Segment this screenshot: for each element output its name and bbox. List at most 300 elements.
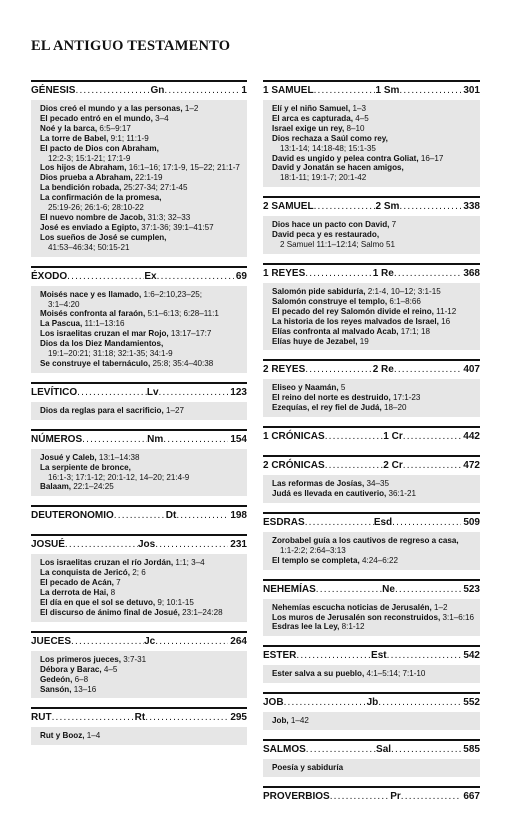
- book-section: [263, 645, 480, 683]
- story-title: Ezequías, el rey fiel de Judá,: [272, 403, 382, 413]
- story-list: [263, 532, 480, 570]
- story-item: [40, 104, 247, 114]
- story-title: El pecado del rey Salomón divide el reino,: [272, 306, 434, 316]
- book-abbreviation: Jos: [137, 539, 156, 551]
- book-abbreviation: Nm: [147, 433, 164, 445]
- book-heading[interactable]: [263, 428, 480, 446]
- dot-leader: [316, 584, 382, 595]
- story-reference: 34–35: [364, 479, 389, 489]
- book-heading[interactable]: [263, 514, 480, 532]
- book-heading[interactable]: [263, 647, 480, 665]
- story-reference: 4:24–6:22: [359, 555, 398, 565]
- story-item: [272, 479, 480, 489]
- story-title: Balaam,: [40, 482, 72, 492]
- story-list: [263, 665, 480, 683]
- book-name: 2 SAMUEL: [263, 201, 314, 213]
- book-abbreviation: Lv: [146, 386, 159, 398]
- story-list: [263, 379, 480, 417]
- story-title: La confirmación de la promesa,: [40, 193, 162, 203]
- book-abbreviation: 1 Re: [372, 267, 394, 279]
- story-reference: 5: [338, 383, 346, 393]
- story-item: [40, 558, 247, 568]
- dot-leader: [164, 85, 239, 96]
- book-section: [263, 359, 480, 417]
- story-list: [31, 100, 247, 257]
- book-heading[interactable]: [263, 361, 480, 379]
- dot-leader: [114, 510, 166, 521]
- dot-leader: [401, 791, 462, 802]
- book-heading[interactable]: [31, 82, 247, 100]
- story-list: [31, 727, 247, 745]
- book-abbreviation: 2 Re: [372, 364, 394, 376]
- story-title: Gedeón,: [40, 674, 73, 684]
- story-item: [40, 329, 247, 339]
- story-item: [272, 114, 480, 124]
- dot-leader: [399, 201, 461, 212]
- story-item: [272, 489, 480, 499]
- story-item: [40, 463, 247, 483]
- story-item: [40, 193, 247, 213]
- book-name: NÚMEROS: [31, 433, 83, 445]
- book-name: DEUTERONOMIO: [31, 510, 114, 522]
- dot-leader: [330, 791, 391, 802]
- book-section: [31, 266, 247, 373]
- story-title: Elías huye de Jezabel,: [272, 336, 358, 346]
- dot-leader: [71, 636, 144, 647]
- story-reference: 16: [438, 316, 451, 326]
- story-item: [40, 233, 247, 253]
- story-reference-continued: 12:2-3; 15:1-21; 17:1-9: [48, 153, 131, 163]
- book-name: ÉXODO: [31, 270, 68, 282]
- book-section: [263, 455, 480, 503]
- book-heading[interactable]: [263, 198, 480, 216]
- story-title: Ester salva a su pueblo,: [272, 669, 365, 679]
- story-title: Job,: [272, 716, 289, 726]
- story-item: [272, 556, 480, 566]
- book-name: JOB: [263, 697, 284, 709]
- story-list: [31, 651, 247, 699]
- page-number: 123: [230, 386, 247, 398]
- page-number: 667: [463, 791, 480, 803]
- page-number: 542: [463, 650, 480, 662]
- story-reference: 4–5: [101, 664, 118, 674]
- book-abbreviation: Esd: [373, 516, 393, 528]
- story-item: [40, 163, 247, 173]
- page-number: 523: [463, 583, 480, 595]
- story-title: La Pascua,: [40, 319, 83, 329]
- page-number: 301: [463, 85, 480, 96]
- story-reference: 9; 10:1-15: [155, 598, 194, 607]
- page-number: 368: [463, 267, 480, 279]
- story-reference: 4:1–5:14; 7:1-10: [364, 669, 426, 679]
- story-item: [272, 297, 480, 307]
- story-title: Zorobabel guía a los cautivos de regreso a casa,: [272, 535, 459, 545]
- dot-leader: [306, 744, 376, 755]
- dot-leader: [176, 510, 228, 521]
- story-item: [40, 124, 247, 134]
- story-item: [40, 359, 247, 369]
- book-section: [31, 429, 247, 497]
- story-item: [272, 154, 480, 164]
- story-title: Las reformas de Josías,: [272, 479, 365, 489]
- story-item: [272, 134, 480, 154]
- page-number: 295: [230, 712, 247, 724]
- story-title: Eliseo y Naamán,: [272, 383, 339, 393]
- book-abbreviation: 1 Cr: [383, 431, 403, 443]
- story-item: [272, 613, 480, 623]
- story-title: David y Jonatán se hacen amigos,: [272, 163, 404, 173]
- story-item: [40, 731, 247, 741]
- story-reference-continued: 41:53–46:34; 50:15-21: [48, 242, 130, 252]
- story-reference: 13–16: [71, 684, 97, 694]
- book-section: [263, 512, 480, 570]
- dot-leader: [163, 434, 228, 445]
- story-reference: 16:1–16; 17:1-9, 15–22; 21:1-7: [126, 163, 240, 173]
- story-reference: 2:1-4, 10–12; 3:1-15: [365, 286, 441, 296]
- story-reference: 11:1–13:16: [82, 319, 125, 329]
- book-heading[interactable]: [31, 507, 247, 525]
- book-abbreviation: 2 Cr: [383, 460, 403, 472]
- dot-leader: [394, 268, 461, 279]
- story-reference: 7: [389, 220, 397, 230]
- story-title: El pacto de Dios con Abraham,: [40, 143, 159, 153]
- dot-leader: [378, 697, 461, 708]
- story-title: El pecado de Acán,: [40, 578, 114, 588]
- story-item: [40, 685, 247, 695]
- story-title: Nehemías escucha noticias de Jerusalén,: [272, 602, 432, 612]
- story-item: [272, 536, 480, 556]
- story-title: Elías confronta al malvado Acab,: [272, 326, 399, 336]
- dot-leader: [399, 85, 461, 96]
- story-reference-continued: 19:1–20:21; 31:18; 32:1-35; 34:1-9: [48, 349, 173, 359]
- story-reference: 1–3: [350, 104, 367, 113]
- book-heading[interactable]: [263, 694, 480, 712]
- story-item: [40, 223, 247, 233]
- dot-leader: [65, 539, 138, 550]
- story-item: [272, 327, 480, 337]
- book-section: [263, 786, 480, 806]
- book-name: JOSUÉ: [31, 539, 65, 551]
- story-list: [31, 402, 247, 420]
- book-name: 1 SAMUEL: [263, 85, 314, 96]
- story-item: [40, 134, 247, 144]
- dot-leader: [145, 712, 228, 723]
- book-heading[interactable]: [263, 457, 480, 475]
- book-abbreviation: Sal: [376, 744, 392, 756]
- story-reference: 13:17–17:7: [168, 329, 212, 339]
- page-number: 338: [463, 201, 480, 213]
- story-list: [31, 286, 247, 373]
- story-item: [272, 622, 480, 632]
- story-reference: 6:1–8:66: [387, 296, 421, 306]
- story-item: [40, 213, 247, 223]
- book-abbreviation: Jc: [144, 635, 156, 647]
- story-reference: 8: [108, 588, 116, 598]
- story-reference: 3:1–6:16: [440, 612, 474, 622]
- book-heading[interactable]: [263, 581, 480, 599]
- story-item: [272, 287, 480, 297]
- story-reference: 23:1–24:28: [179, 607, 223, 617]
- book-heading[interactable]: [263, 82, 480, 100]
- story-item: [40, 655, 247, 665]
- story-item: [40, 588, 247, 598]
- page-number: 154: [230, 433, 247, 445]
- story-reference: 8:1-12: [339, 622, 365, 632]
- dot-leader: [155, 636, 228, 647]
- story-reference: 1–27: [163, 405, 184, 415]
- story-reference: 3–4: [152, 113, 169, 123]
- dot-leader: [159, 387, 229, 398]
- book-heading[interactable]: [31, 384, 247, 402]
- story-reference: 37:1-36; 39:1–41:57: [138, 222, 214, 232]
- story-item: [272, 383, 480, 393]
- book-name: PROVERBIOS: [263, 791, 330, 803]
- story-title: Salomón construye el templo,: [272, 296, 388, 306]
- story-item: [272, 163, 480, 183]
- story-reference: 17:1; 18: [398, 326, 431, 336]
- story-reference: 1–2: [431, 602, 448, 612]
- story-reference: 1:1; 3–4: [173, 558, 205, 568]
- story-title: Rut y Booz,: [40, 731, 85, 741]
- book-name: NEHEMÍAS: [263, 583, 316, 595]
- book-section: [31, 534, 247, 621]
- story-item: [272, 716, 480, 726]
- book-abbreviation: Gn: [150, 85, 165, 96]
- dot-leader: [314, 85, 376, 96]
- story-item: [40, 183, 247, 193]
- story-reference: 36:1-21: [386, 489, 416, 499]
- page-number: 472: [463, 460, 480, 472]
- story-list: [31, 449, 247, 497]
- book-heading[interactable]: [31, 268, 247, 286]
- story-title: Los primeros jueces,: [40, 654, 121, 664]
- story-title: La conquista de Jericó,: [40, 568, 130, 578]
- book-heading[interactable]: [263, 788, 480, 806]
- page-number: 552: [463, 697, 480, 709]
- story-title: Los israelitas cruzan el río Jordán,: [40, 558, 174, 568]
- story-title: La historia de los reyes malvados de Israel,: [272, 316, 439, 326]
- book-name: SALMOS: [263, 744, 306, 756]
- story-item: [40, 406, 247, 416]
- story-title: Poesía y sabiduría: [272, 763, 344, 773]
- dot-leader: [77, 387, 147, 398]
- story-list: [263, 283, 480, 350]
- book-name: 1 CRÓNICAS: [263, 431, 325, 443]
- story-reference: 19: [357, 336, 369, 346]
- dot-leader: [325, 460, 384, 471]
- story-reference: 16–17: [418, 153, 444, 163]
- book-section: [263, 692, 480, 730]
- story-reference: 6–8: [72, 674, 89, 684]
- story-list: [263, 100, 480, 187]
- story-item: [272, 603, 480, 613]
- story-item: [40, 290, 247, 310]
- story-title: Judá es llevada en cautiverio,: [272, 489, 387, 499]
- dot-leader: [395, 584, 461, 595]
- book-name: 1 REYES: [263, 267, 306, 279]
- story-reference: 2; 6: [129, 568, 146, 578]
- story-list: [263, 712, 480, 730]
- story-item: [272, 763, 480, 773]
- book-name: ESDRAS: [263, 516, 305, 528]
- book-name: GÉNESIS: [31, 85, 76, 96]
- book-section: [263, 426, 480, 446]
- book-name: RUT: [31, 712, 52, 724]
- dot-leader: [155, 539, 228, 550]
- book-heading[interactable]: [31, 536, 247, 554]
- book-section: [31, 707, 247, 745]
- story-reference: 1–4: [84, 731, 101, 741]
- left-column: [31, 80, 247, 754]
- dot-leader: [387, 650, 462, 661]
- dot-leader: [305, 517, 374, 528]
- book-abbreviation: Rt: [134, 712, 146, 724]
- story-reference-continued: 2 Samuel 11:1–12:14; Salmo 51: [280, 240, 396, 250]
- book-section: [263, 196, 480, 254]
- story-list: [263, 216, 480, 254]
- dot-leader: [325, 431, 384, 442]
- book-abbreviation: Est: [371, 650, 387, 662]
- dot-leader: [394, 364, 461, 375]
- book-section: [263, 739, 480, 777]
- story-title: Dios da los Diez Mandamientos,: [40, 339, 164, 349]
- story-title: La bendición robada,: [40, 183, 122, 193]
- story-item: [272, 669, 480, 679]
- story-item: [272, 307, 480, 317]
- book-abbreviation: 1 Sm: [375, 85, 400, 96]
- story-title: Los muros de Jerusalén son reconstruidos,: [272, 612, 441, 622]
- story-item: [40, 578, 247, 588]
- book-name: 2 REYES: [263, 364, 306, 376]
- story-item: [272, 337, 480, 347]
- page-number: 69: [235, 270, 247, 282]
- story-item: [272, 220, 480, 230]
- story-item: [40, 482, 247, 492]
- story-title: Los sueños de José se cumplen,: [40, 232, 167, 242]
- story-title: David peca y es restaurado,: [272, 230, 380, 240]
- dot-leader: [52, 712, 135, 723]
- story-title: La derrota de Hai,: [40, 588, 109, 598]
- story-title: El nuevo nombre de Jacob,: [40, 212, 146, 222]
- story-title: Dios rechaza a Saúl como rey,: [272, 133, 388, 143]
- page-number: 264: [230, 635, 247, 647]
- story-item: [40, 339, 247, 359]
- page-number: 442: [463, 431, 480, 443]
- story-title: El discurso de ánimo final de Josué,: [40, 607, 180, 617]
- story-title: Se construye el tabernáculo,: [40, 358, 151, 368]
- story-list: [263, 759, 480, 777]
- story-reference: 31:3; 32–33: [145, 212, 191, 222]
- story-title: El pecado entró en el mundo,: [40, 113, 153, 123]
- story-reference-continued: 16:1-3; 17:1-12; 20:1-12, 14–20; 21:4-9: [48, 472, 190, 482]
- page-number: 1: [241, 85, 247, 96]
- book-heading[interactable]: [31, 431, 247, 449]
- story-title: Noé y la barca,: [40, 123, 98, 133]
- dot-leader: [296, 650, 371, 661]
- dot-leader: [305, 364, 372, 375]
- story-title: El templo se completa,: [272, 555, 360, 565]
- story-item: [40, 453, 247, 463]
- story-title: Dios da reglas para el sacrificio,: [40, 405, 164, 415]
- story-title: Sansón,: [40, 684, 72, 694]
- book-section: [263, 579, 480, 637]
- page-title: EL ANTIGUO TESTAMENTO: [31, 38, 231, 54]
- story-title: Esdras lee la Ley,: [272, 622, 340, 632]
- story-title: David es ungido y pelea contra Goliat,: [272, 153, 419, 163]
- story-title: Israel exige un rey,: [272, 123, 345, 133]
- story-reference: 1:6–2:10,23–25;: [141, 289, 202, 299]
- book-heading[interactable]: [31, 633, 247, 651]
- story-item: [40, 665, 247, 675]
- story-reference: 25:8; 35:4–40:38: [150, 358, 214, 368]
- book-abbreviation: Jb: [366, 697, 379, 709]
- book-heading[interactable]: [263, 741, 480, 759]
- story-title: Josué y Caleb,: [40, 452, 97, 462]
- book-abbreviation: Pr: [390, 791, 401, 803]
- story-reference-continued: 13:1-14; 14:18-48; 15:1-35: [280, 143, 376, 153]
- story-item: [40, 319, 247, 329]
- story-list: [263, 475, 480, 503]
- story-title: Los hijos de Abraham,: [40, 163, 127, 173]
- book-section: [31, 80, 247, 257]
- story-item: [40, 598, 247, 608]
- book-name: JUECES: [31, 635, 72, 647]
- story-item: [40, 144, 247, 164]
- book-heading[interactable]: [31, 709, 247, 727]
- dot-leader: [67, 271, 144, 282]
- story-title: Los israelitas cruzan el mar Rojo,: [40, 329, 169, 339]
- story-title: Elí y el niño Samuel,: [272, 104, 351, 113]
- story-item: [272, 124, 480, 134]
- story-item: [272, 403, 480, 413]
- story-reference: 25:27-34; 27:1-45: [121, 183, 188, 193]
- story-list: [31, 554, 247, 621]
- page-number: 231: [230, 539, 247, 551]
- story-reference: 5:1–6:13; 6:28–11:1: [145, 309, 219, 319]
- story-item: [40, 114, 247, 124]
- book-section: [263, 263, 480, 350]
- story-reference: 17:1-23: [390, 393, 421, 403]
- book-section: [31, 505, 247, 525]
- book-heading[interactable]: [263, 265, 480, 283]
- story-item: [272, 317, 480, 327]
- book-name: LEVÍTICO: [31, 386, 78, 398]
- story-title: El arca es capturada,: [272, 113, 353, 123]
- dot-leader: [392, 517, 461, 528]
- story-reference: 1–2: [182, 104, 199, 113]
- dot-leader: [75, 85, 150, 96]
- story-title: Moisés nace y es llamado,: [40, 289, 142, 299]
- book-abbreviation: 2 Sm: [375, 201, 400, 213]
- dot-leader: [157, 271, 234, 282]
- story-item: [40, 309, 247, 319]
- story-reference-continued: 1:1-2:2; 2:64–3:13: [280, 545, 346, 555]
- page-number: 585: [463, 744, 480, 756]
- story-reference: 1–42: [288, 716, 309, 726]
- story-list: [263, 599, 480, 637]
- story-title: La serpiente de bronce,: [40, 462, 131, 472]
- story-title: Dios hace un pacto con David,: [272, 220, 390, 230]
- story-item: [40, 608, 247, 618]
- story-item: [272, 230, 480, 250]
- dot-leader: [82, 434, 147, 445]
- story-title: La torre de Babel,: [40, 133, 109, 143]
- story-reference: 11-12: [433, 306, 457, 316]
- story-title: El día en que el sol se detuvo,: [40, 598, 156, 607]
- story-reference-continued: 3:1–4:20: [48, 299, 80, 309]
- story-reference: 8–10: [344, 123, 365, 133]
- story-reference-continued: 18:1-11; 19:1-7; 20:1-42: [280, 173, 367, 183]
